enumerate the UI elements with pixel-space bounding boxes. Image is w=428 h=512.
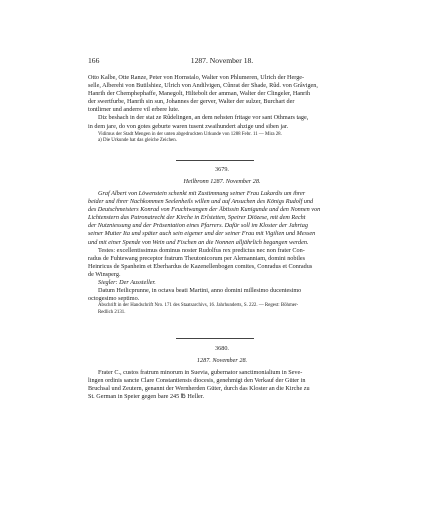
footnote: a) Die Urkunde hat das gleiche Zeichen.: [98, 138, 177, 144]
text-line: de Winsperg.: [88, 270, 121, 278]
seal-note: Siegler: Der Aussteller.: [98, 279, 156, 287]
document-dateline: 1287. November 28.: [196, 357, 248, 364]
document-summary: [88, 190, 356, 247]
document-text: [88, 369, 356, 401]
separator-rule: [176, 160, 254, 161]
text-line: in dem jare, do von gotes geburte waren tusent zwaihundert ahzige und siben jar.: [88, 122, 289, 130]
document-dateline: Heilbronn 1287. November 28.: [183, 178, 261, 185]
running-title: 1287. November 18.: [190, 56, 254, 65]
text-line: der swertfurbe, Hanrih sin sun, Johannes der gerver, Walter der sulzer, Burchart der: [88, 98, 295, 106]
summary-line: und mit einer Spende von Wein und Fischen an die Nonnen alljährlich begangen werden.: [88, 238, 309, 246]
text-line: Heinricus de Spanheim et Eberhardus de Kazenellenbogen comites, Conradus et Conradus: [88, 262, 313, 270]
page-number: 166: [88, 56, 100, 65]
continuation-text: [88, 74, 356, 145]
text-line: Otto Kalbe, Otte Ranze, Peter von Hornstalo, Walter von Phlumeren, Ulrich der Herge-: [88, 74, 305, 81]
summary-line: Graf Albert von Löwenstein schenkt mit Zustimmung seiner Frau Lukardis um ihrer: [98, 190, 306, 197]
source-note: Abschrift in der Handschrift Nro. 171 des Staatsarchivs, 16. Jahrhunderts, S. 222. — Regest: Böhmer-: [98, 303, 299, 309]
footnote: Vidimus der Stadt Mengen in der unten abgedruckten Urkunde von 1288 Febr. 11 — Mira 28.: [98, 131, 282, 137]
summary-line: beider und ihrer Nachkommen Seelenheils willen und auf Ansuchen des Königs Rudolf und: [88, 198, 314, 206]
source-note: Redlich 2131.: [98, 309, 126, 315]
text-line: tontlirner und anderre vil erbere lute.: [88, 106, 180, 114]
text-line: Frater C., custos fratrum minorum in Suevia, gubernator sanctimonialium in Seve-: [98, 369, 303, 376]
document-number: 3679.: [215, 166, 229, 173]
text-line: lingen ordinis sancte Clare Constantiensis diocesis, genehmigt den Verkauf der Güter in: [88, 377, 306, 385]
text-line: radus de Fuhtewang preceptor fratrum Theutonicorum per Alemanniam, domini nobiles: [88, 254, 306, 262]
text-line: St. German in Speier gegen bare 245 ℔ Heller.: [88, 393, 205, 401]
summary-line: der Nutzniessung und der Präsentation eines Pfarrers. Dafür soll im Kloster der Jahrtag: [88, 222, 308, 230]
summary-line: des Deutschmeisters Konrad von Feuchtwangen der Äbtissin Kunigunde und den Nonnen von: [88, 206, 321, 214]
text-line: octogesimo septimo.: [88, 295, 140, 303]
text-line: Hanrih der Chemphephaffe, Manegolt, Hiltebolt der amman, Walter der Clingeler, Hanrih: [88, 90, 311, 98]
text-line: Datum Heilicprunne, in octava beati Martini, anno domini millesimo ducentesimo: [98, 287, 302, 295]
document-3679: [88, 166, 356, 317]
summary-line: seiner Mutter Ita und später auch sein eigener und der seiner Frau mit Vigilien und Messen: [88, 230, 316, 238]
text-line: Diz beshach in der stat ze Rûdelingen, an dem nehsten fritage vor sant Othmars tage,: [98, 114, 309, 122]
separator-rule: [176, 338, 254, 339]
text-line: selle, Alberehi von Butilshiez, Ulrich von Andilvigen, Cûnrat der Shade, Rûd. von Grâvigen,: [88, 82, 318, 90]
summary-line: Lichtenstern das Patronatrecht der Kirche in Erlstetten, Speirer Diözese, mit dem Recht: [88, 214, 306, 222]
text-line: Bruchsal und Zeutern, genannt der Wernherden Güter, durch das Kloster an die Kirche zu: [88, 385, 310, 393]
document-number: 3680.: [215, 345, 229, 352]
text-line: Testes: excellentissimus dominus noster Rudolfus rex predictus nec non frater Con-: [98, 246, 305, 254]
document-3680: [88, 345, 356, 401]
